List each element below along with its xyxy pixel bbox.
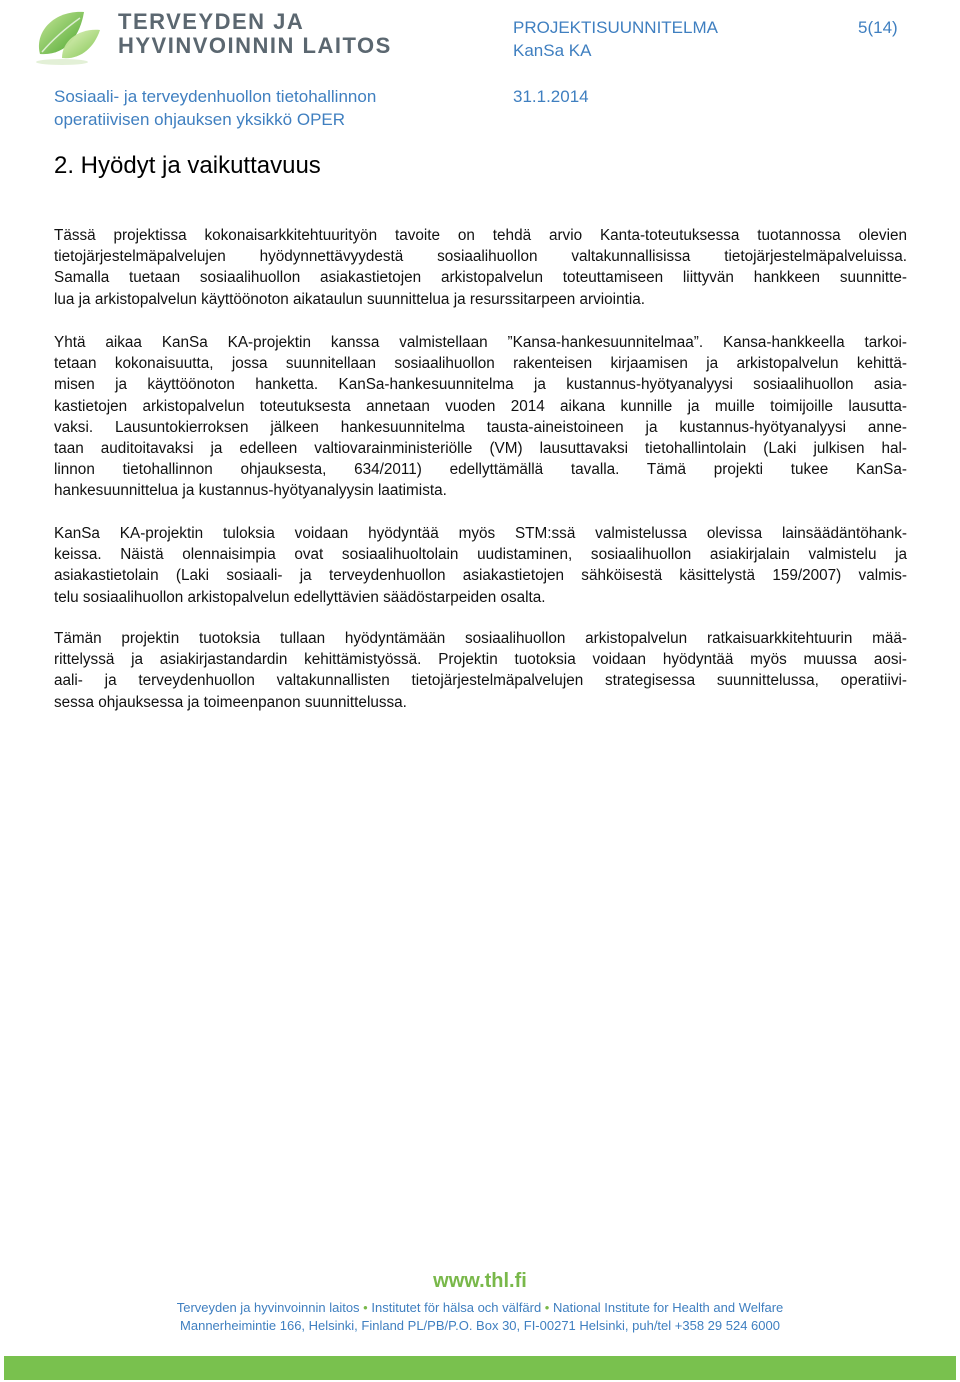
footer-website-link[interactable]: www.thl.fi <box>433 1270 527 1292</box>
project-name: KanSa KA <box>513 41 592 60</box>
footer-name-en: National Institute for Health and Welfare <box>552 1300 784 1315</box>
paragraph-line: linnon tietohallinnon ohjauksesta, 634/2011) edellyttämällä tavalla. Tämä projekti tukee KanSa- <box>54 461 907 479</box>
paragraph-line: rittelyssä ja asiakirjastandardin kehittämistyössä. Projektin tuotoksia voidaan hyödyntää myös muussa aosi- <box>54 651 907 669</box>
footer-institute-names <box>0 1300 960 1315</box>
footer-separator: • <box>544 1300 550 1315</box>
paragraph-line: hankesuunnittelua ja kustannus-hyötyanalyysin laatimista. <box>54 482 447 500</box>
paragraph-line: taan auditoitavaksi ja edelleen valtiovarainministeriölle (VM) lausuttavaksi tietohallintolain (Laki julkisen hal- <box>54 440 907 458</box>
document-date: 31.1.2014 <box>513 87 589 106</box>
paragraph-2 <box>54 332 907 502</box>
thl-logo <box>28 4 392 66</box>
paragraph-line: vaksi. Lausuntokierroksen jälkeen hankesuunnitelma tausta-aineistoineen ja kustannus-hyötyanalyysi anne- <box>54 418 907 436</box>
paragraph-line: lua ja arkistopalvelun käyttöönoton aikataulun suunnittelua ja resurssitarpeen arviointia. <box>54 290 645 308</box>
thl-leaf-logo-icon <box>32 6 104 66</box>
paragraph-line: asiakastietolain (Laki sosiaali- ja terveydenhuollon asiakastietojen sähköisestä käsittelystä 159/2007) valmis- <box>54 567 907 585</box>
paragraph-line: tietojärjestelmäpalvelujen hyödynnettävyydestä sosiaalihuollon valtakunnallisissa tietojärjestelmäpalveluissa. <box>54 248 907 266</box>
section-heading: 2. Hyödyt ja vaikuttavuus <box>54 152 321 179</box>
org-name-line1: TERVEYDEN JA <box>118 9 305 34</box>
page-number: 5(14) <box>858 18 898 37</box>
paragraph-line: Tässä projektissa kokonaisarkkitehtuurityön tavoite on tehdä arvio Kanta-toteutuksessa tuotannossa olevien <box>54 227 907 244</box>
footer-separator: • <box>363 1300 368 1315</box>
paragraph-line: Yhtä aikaa KanSa KA-projektin kanssa valmistellaan ”Kansa-hankesuunnitelmaa”. Kansa-hankkeella tarkoi- <box>54 334 907 351</box>
document-type: PROJEKTISUUNNITELMA <box>513 18 718 37</box>
footer-address: Mannerheimintie 166, Helsinki, Finland PL/PB/P.O. Box 30, FI-00271 Helsinki, puh/tel +358 29 524 6000 <box>180 1318 780 1333</box>
paragraph-1 <box>54 225 907 310</box>
footer-name-sv: Institutet för hälsa och välfärd <box>371 1300 542 1315</box>
paragraph-line: tetaan kokonaisuutta, jossa suunnitellaan sosiaalihuollon rakenteisen kirjaamisen ja arkistopalvelun kehittä- <box>54 355 907 373</box>
paragraph-line: kastietojen arkistopalvelun toteutuksesta annetaan vuoden 2014 aikana kunnille ja muille toimijoille lausutta- <box>54 397 907 415</box>
department-line2: operatiivisen ohjauksen yksikkö OPER <box>54 110 346 129</box>
department-line1: Sosiaali- ja terveydenhuollon tietohallinnon <box>54 87 377 106</box>
org-name-line2: HYVINVOINNIN LAITOS <box>118 33 392 58</box>
paragraph-line: misen ja käyttöönoton hanketta. KanSa-hankesuunnitelma ja kustannus-hyötyanalyysi sosiaalihuollon asia- <box>54 376 907 394</box>
paragraph-line: keissa. Näistä olennaisimpia ovat sosiaalihuoltolain uudistaminen, sosiaalihuollon asiakirjalain valmistelu ja <box>54 546 907 564</box>
paragraph-line: sessa ohjauksessa ja toimeenpanon suunnittelussa. <box>54 693 407 711</box>
footer-name-fi: Terveyden ja hyvinvoinnin laitos <box>176 1300 360 1315</box>
paragraph-line: Tämän projektin tuotoksia tullaan hyödyntämään sosiaalihuollon arkistopalvelun ratkaisuarkkitehtuurin mää- <box>54 630 907 647</box>
paragraph-line: telu sosiaalihuollon arkistopalvelun edellyttävien säädöstarpeiden osalta. <box>54 588 546 606</box>
paragraph-4 <box>54 628 907 713</box>
paragraph-3 <box>54 523 907 608</box>
footer-green-bar <box>4 1356 956 1380</box>
paragraph-line: aali- ja terveydenhuollon valtakunnallisten tietojärjestelmäpalvelujen strategisessa suunnittelussa, operatiivi- <box>54 672 907 690</box>
paragraph-line: Samalla tuetaan sosiaalihuollon asiakastietojen arkistopalvelun toteuttamiseen liittyvän hankkeen suunnitte- <box>54 269 907 287</box>
paragraph-line: KanSa KA-projektin tuloksia voidaan hyödyntää myös STM:ssä valmistelussa olevissa lainsäädäntöhank- <box>54 525 907 542</box>
